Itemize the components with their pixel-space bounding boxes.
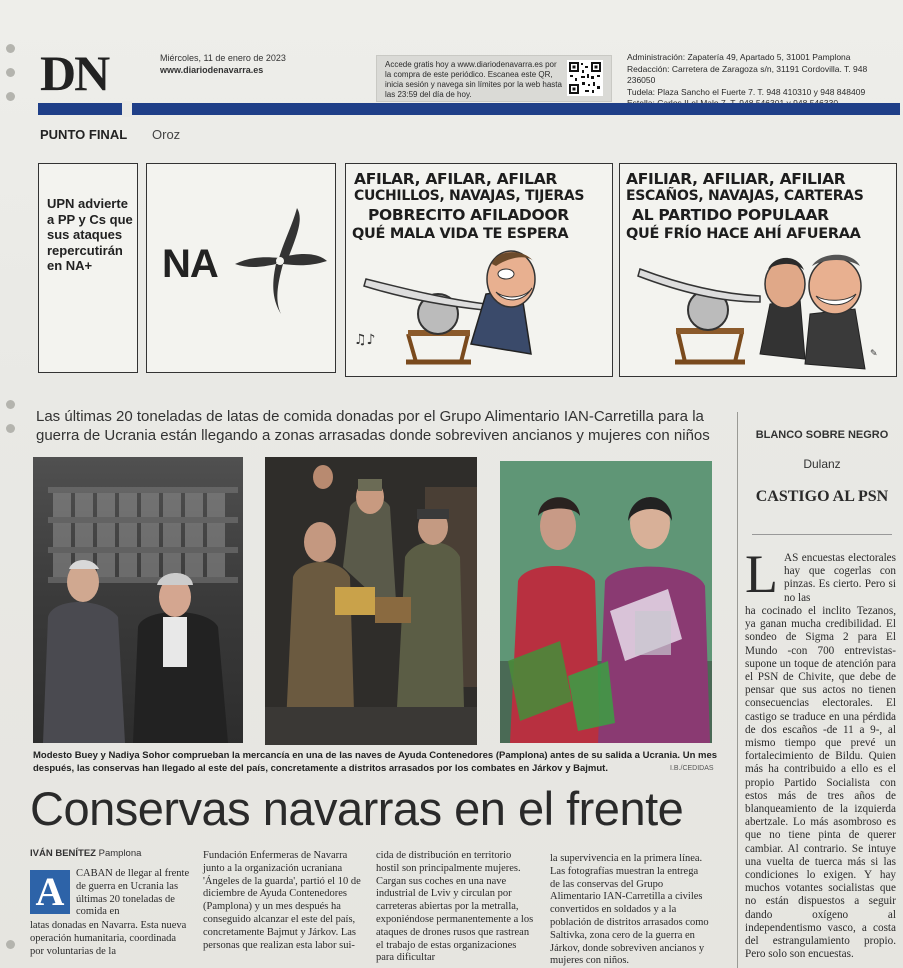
masthead-rule [38,103,900,115]
photo-content [33,457,243,743]
cartoon-panel-4 [619,163,897,377]
cartoon-panel-1 [38,163,138,373]
cartoon-text: QUÉ MALA VIDA TE ESPERA [352,226,569,242]
binder-hole [6,424,15,433]
binder-hole [6,68,15,77]
website-link[interactable]: www.diariodenavarra.es [160,65,264,75]
byline-author: IVÁN BENÍTEZ [30,848,96,859]
svg-text:♫♪: ♫♪ [354,332,376,348]
drop-cap: L [745,544,778,604]
address-line: Tudela: Plaza Sancho el Fuerte 7. T. 948 410310 y 948 848409 [627,86,866,97]
binder-hole [6,44,15,53]
binder-hole [6,940,15,949]
svg-text:✎: ✎ [870,349,878,359]
cartoon-illustration [346,244,611,374]
cartoon-illustration [620,244,895,374]
cartoon-text: QUÉ FRÍO HACE AHÍ AFUERAA [626,226,861,242]
opinion-title: CASTIGO AL PSN [755,488,889,505]
cartoonist-name: Oroz [152,127,181,142]
newspaper-logo: DN [40,45,109,101]
opinion-text-start: AS encuestas electorales hay que cogerlas con pinzas. Es cierto. Pero si no las [784,552,896,604]
promo-text: Accede gratis hoy a www.diariodenavarra.es por la compra de este periódico. Escanea este QR, inicia sesión y navega sin límites por la web hasta las 23:59 del día de hoy. [385,60,562,99]
drop-cap: A [30,870,70,914]
article-text-col1: CABAN de llegar al frente de guerra en Ucrania las últimas 20 toneladas de comida en [76,868,190,918]
recipients-photo[interactable] [500,461,712,743]
binder-hole [6,400,15,409]
warehouse-photo[interactable] [33,457,243,743]
column-divider [737,412,738,968]
cartoon-text: CUCHILLOS, NAVAJAS, TIJERAS [354,188,585,204]
address-line: Administración: Zapatería 49, Apartado 5, 31001 Pamplona [627,52,851,62]
qr-code-icon[interactable] [567,60,603,96]
cartoon-text: ESCAÑOS, NAVAJAS, CARTERAS [626,188,864,204]
photo-content [500,461,712,743]
opinion-author: Dulanz [803,457,841,471]
cartoon-text: AFILAR, AFILAR, AFILAR [354,170,558,188]
cartoon-panel-3 [345,163,613,377]
panel-caption: UPN advierte a PP y Cs que sus ataques repercutirán en NA+ [47,196,133,273]
byline-place: Pamplona [98,848,142,859]
section-title: PUNTO FINAL [40,127,128,142]
opinion-rule [752,534,892,535]
contact-address [627,52,897,110]
address-line: Redacción: Carretera de Zaragoza s/n, 31191 Cordovilla. T. 948 236050 [627,63,868,85]
promo-box [376,55,612,102]
photo-content [265,457,477,745]
byline [30,848,141,859]
cartoon-panel-2 [146,163,336,373]
party-logo: NA [162,242,218,286]
opinion-section: BLANCO SOBRE NEGRO [755,429,889,441]
article-text-col3: cida de distribución en territorio hostil son principalmente mujeres. Cargan sus coches en una nave industrial de Lviv y circulan por carreteras abiertas por la metralla, exponiéndose permanentemente a los ataques de drones rusos que rastrean el trabajo de estas organizaciones para dificultar [376,850,534,964]
photo-credit: I.B./CEDIDAS [670,765,714,772]
binder-hole [6,92,15,101]
article-text-col1-cont: latas donadas en Navarra. Esta nueva operación humanitaria, coordinada por voluntarias de la [30,920,187,957]
article-text-col2: Fundación Enfermeras de Navarra junto a la organización ucraniana 'Ángeles de la guarda', partió el 10 de diciembre de Ayuda Contenedores (Pamplona) y un mes después ha conseguido alcanzar el este del país, concretamente Bajmut y Járkov. Las personas que realizan esta labor sui- [203,850,361,951]
article-text-col4: la supervivencia en la primera línea. Las fotografías muestran la entrega de las conservas del Grupo Alimentario IAN-Carretilla a civiles convertidos en soldados y a la población de distritos arrasados como Saltivka, zona cero de la guerra en Járkov, donde sobreviven ancianos y mujeres con niños. [550,853,709,967]
masthead-rule-gap [122,101,132,117]
volunteers-photo[interactable] [265,457,477,745]
knife-star-icon [229,206,329,316]
article-headline: Conservas navarras en el frente [30,782,684,835]
cartoon-text: AL PARTIDO POPULAAR [632,206,829,224]
photo-caption: Modesto Buey y Nadiya Sohor comprueban la mercancía en una de las naves de Ayuda Contenedores (Pamplona) antes de su salida a Ucrania. Un mes después, las conservas han llegado al este del país, concretamente a distritos arrasados por los combates en Járkov y Bajmut. [33,750,718,774]
cartoon-text: AFILIAR, AFILIAR, AFILIAR [626,170,846,188]
article-subhead: Las últimas 20 toneladas de latas de comida donadas por el Grupo Alimentario IAN-Carretilla para la guerra de Ucrania están llegando a zonas arrasadas donde sobreviven ancianos y mujeres con niños [36,408,710,444]
opinion-text: ha cocinado el inclito Tezanos, ya ganan mucha credibilidad. El sondeo de Sigma 2 para El Mundo -con 700 entrevistas- supone un toque de atención para el PSN de Chivite, que debe de pensar que sus actos no tienen consecuencias electorales. El castigo se traduce en una pérdida de dos escaños -de 11 a 9-, al mismo tiempo que prevé un fortalecimiento de Bildu. Quien más ha contribuido a ello es el propio Partido Socialista con estos más de tres años de blanqueamiento de la izquierda abertzale. Lo más asombroso es que no tiene pinta de querer cambiar. Al contrario. Se intuye una vuelta de tuerca más si las condiciones lo exigen. Y hay muchos votantes socialistas que no están dispuestos a seguir dando oxígeno al independentismo vasco, a costa del estrangulamiento propio. Pero solo son encuestas. [745,605,896,961]
issue-date: Miércoles, 11 de enero de 2023 [160,53,286,63]
cartoon-text: POBRECITO AFILADOOR [368,206,569,224]
